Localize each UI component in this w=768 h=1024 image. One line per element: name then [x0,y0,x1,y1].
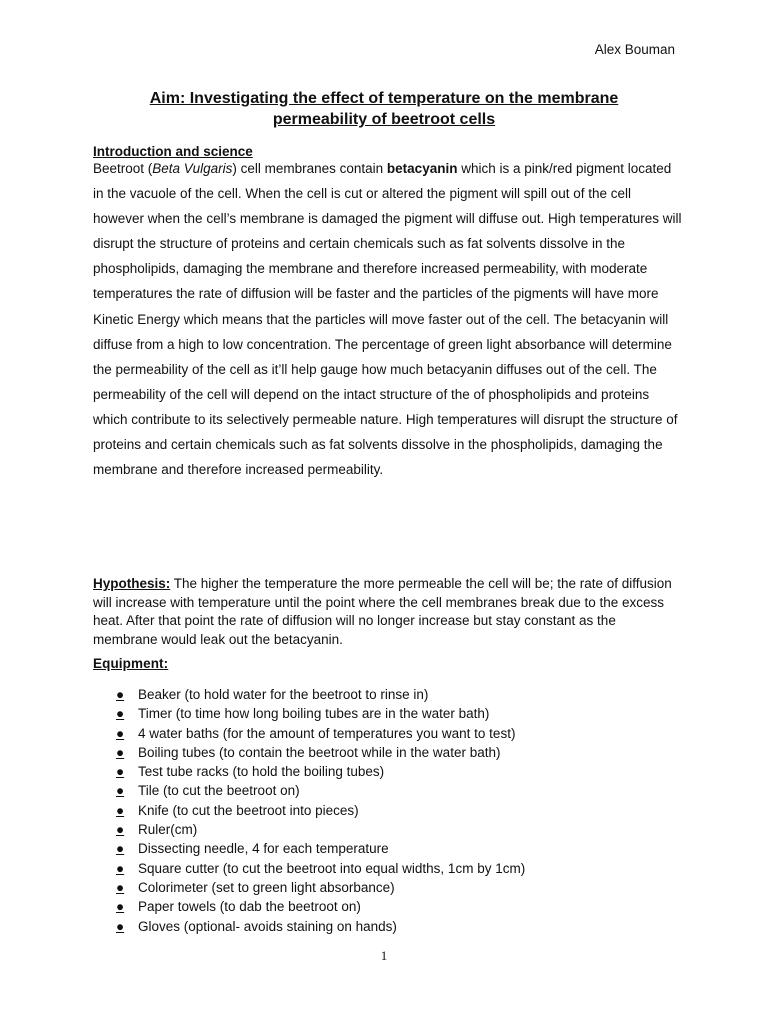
list-item-text: Colorimeter (set to green light absorbance) [138,879,395,895]
list-item [116,704,525,723]
title-line-1: Aim: Investigating the effect of temperature on the membrane [149,90,619,107]
list-item [116,839,525,858]
bullet-icon: ● [116,879,125,895]
list-item [116,859,525,878]
intro-species-name: Beta Vulgaris [152,161,233,176]
list-item-text: Knife (to cut the beetroot into pieces) [138,802,359,818]
intro-text-2: ) cell membranes contain [232,161,387,176]
bullet-icon: ● [116,860,125,876]
list-item-text: Ruler(cm) [138,822,198,838]
intro-text-3: which is a pink/red pigment located in the vacuole of the cell. When the cell is cut or altered the pigment will spill out of the cell however when the cell’s membrane is damaged the pigment will diffuse out. High temperatures will disrupt the structure of proteins and certain chemicals such as fat solvents dissolve in the phospholipids, damaging the membrane and therefore increased permeability, with moderate temperatures the rate of diffusion will be faster and the particles of the pigments will have more Kinetic Energy which means that the particles will move faster out of the cell. The betacyanin will diffuse from a high to low concentration. The percentage of green light absorbance will determine the permeability of the cell as it’ll help gauge how much betacyanin diffuses out of the cell. The permeability of the cell will depend on the intact structure of the of phospholipids and proteins which contribute to its selectively permeable nature. High temperatures will disrupt the structure of proteins and certain chemicals such as fat solvents dissolve in the phospholipids, damaging the membrane and therefore increased permeability. [93,161,682,478]
list-item [116,820,525,839]
list-item [116,685,525,704]
bullet-icon: ● [116,841,125,857]
intro-pigment-term: betacyanin [386,161,458,176]
list-item [116,762,525,781]
bullet-icon: ● [116,783,125,799]
list-item-text: Dissecting needle, 4 for each temperature [138,841,389,857]
intro-heading: Introduction and science [93,144,253,159]
list-item-text: Boiling tubes (to contain the beetroot while in the water bath) [138,744,501,760]
list-item-text: Beaker (to hold water for the beetroot to rinse in) [138,687,429,702]
intro-paragraph [93,156,683,482]
list-item [116,743,525,762]
bullet-icon: ● [116,918,125,934]
hypothesis-paragraph [93,575,683,649]
list-item [116,801,525,820]
bullet-icon: ● [116,899,125,915]
bullet-icon: ● [116,687,125,702]
bullet-icon: ● [116,822,125,838]
page-number: 1 [380,948,388,963]
list-item-text: 4 water baths (for the amount of temperatures you want to test) [138,725,516,741]
bullet-icon: ● [116,725,125,741]
bullet-icon: ● [116,802,125,818]
list-item-text: Gloves (optional- avoids staining on hands) [138,918,397,934]
list-item [116,781,525,800]
equipment-heading: Equipment: [93,656,169,671]
hypothesis-label: Hypothesis: [93,576,171,591]
bullet-icon: ● [116,744,125,760]
hypothesis-text: The higher the temperature the more permeable the cell will be; the rate of diffusion will increase with temperature until the point where the cell membranes break due to the excess heat. After that point the rate of diffusion will no longer increase but stay constant as the membrane would leak out the betacyanin. [93,576,672,647]
intro-text-1: Beetroot ( [93,161,153,176]
list-item-text: Test tube racks (to hold the boiling tubes) [138,764,385,780]
list-item-text: Paper towels (to dab the beetroot on) [138,899,361,915]
list-item [116,724,525,743]
list-item [116,897,525,916]
equipment-list [116,685,525,936]
list-item [116,917,525,936]
list-item-text: Tile (to cut the beetroot on) [138,783,300,799]
bullet-icon: ● [116,706,125,722]
list-item-text: Square cutter (to cut the beetroot into equal widths, 1cm by 1cm) [138,860,526,876]
list-item [116,878,525,897]
list-item-text: Timer (to time how long boiling tubes are in the water bath) [138,706,490,722]
bullet-icon: ● [116,764,125,780]
title-line-2: permeability of beetroot cells [272,111,496,128]
page-title [93,88,675,130]
author-name: Alex Bouman [594,42,675,57]
